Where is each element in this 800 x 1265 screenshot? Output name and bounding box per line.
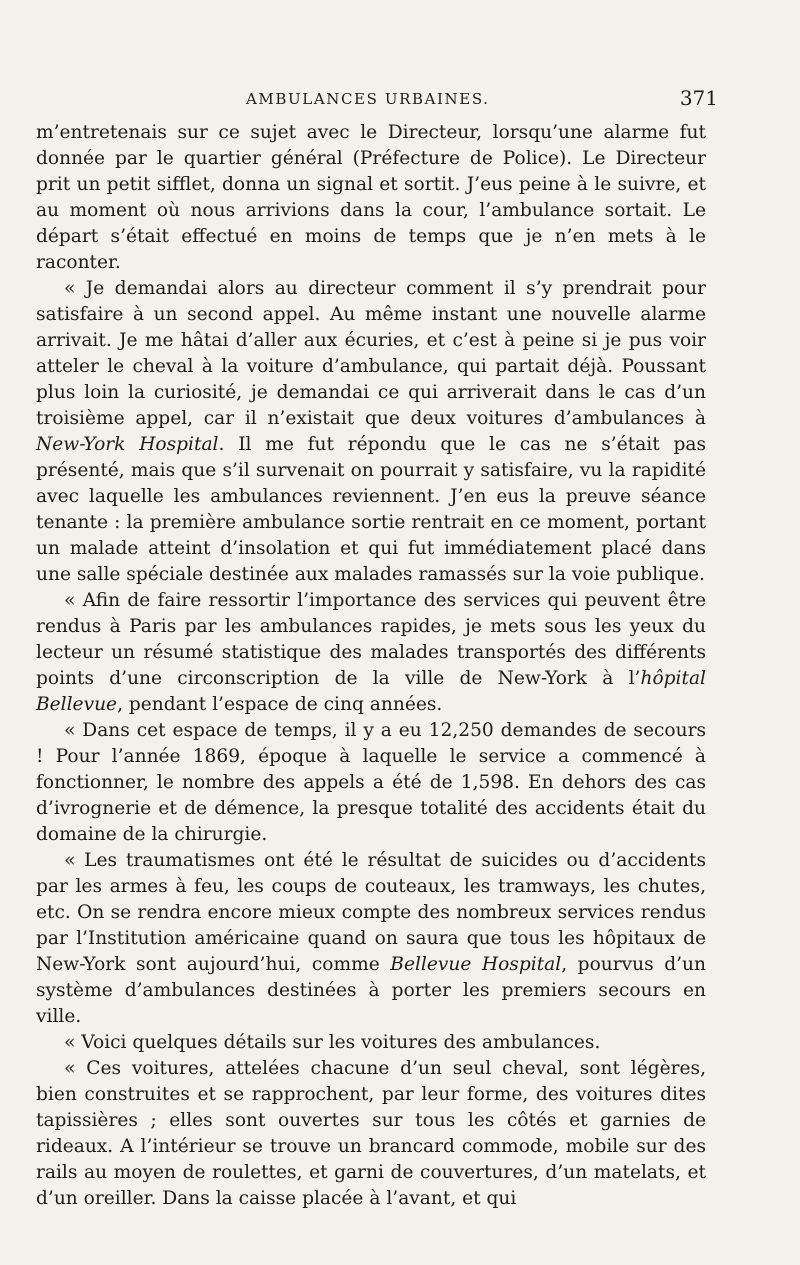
- text-run: , pourvus d’un système d’ambulances destinées à porter les premiers secours en ville.: [36, 954, 706, 1027]
- paragraph: [36, 588, 706, 718]
- paragraph: [36, 718, 706, 848]
- text-run: « Ces voitures, attelées chacune d’un seul cheval, sont légères, bien construites et se rapprochent, par leur forme, des voitures dites tapissières ; elles sont ouvertes sur tous les côtés et garnies de rideaux. A l’intérieur se trouve un brancard commode, mobile sur des rails au moyen de roulettes, et garni de couvertures, d’un matelats, et d’un oreiller. Dans la caisse placée à l’avant, et qui: [36, 1058, 706, 1209]
- text-run: « Afin de faire ressortir l’importance des services qui peuvent être rendus à Paris par les ambulances rapides, je mets sous les yeux du lecteur un résumé statistique des malades transportés des différents points d’une circonscription de la ville de New-York à l’: [36, 590, 706, 689]
- paragraph: [36, 276, 706, 588]
- paragraph: [36, 120, 706, 276]
- italic-text: hôpital Bellevue: [36, 668, 706, 715]
- text-run: m’entretenais sur ce sujet avec le Directeur, lorsqu’une alarme fut donnée par le quartier général (Préfecture de Police). Le Directeur prit un petit sifflet, donna un signal et sortit. J’eus peine à le suivre, et au moment où nous arrivions dans la cour, l’ambulance sortait. Le départ s’était effectué en moins de temps que je n’en mets à le raconter.: [36, 122, 706, 273]
- page-header: [36, 86, 718, 116]
- italic-text: Bellevue Hospital: [390, 954, 562, 975]
- text-run: « Dans cet espace de temps, il y a eu 12,250 demandes de secours ! Pour l’année 1869, époque à laquelle le service a commencé à fonctionner, le nombre des appels a été de 1,598. En dehors des cas d’ivrognerie et de démence, la presque totalité des accidents était du domaine de la chirurgie.: [36, 720, 706, 845]
- paragraph: [36, 848, 706, 1030]
- paragraph: [36, 1056, 706, 1212]
- text-run: , pendant l’espace de cinq années.: [117, 694, 443, 715]
- page-number: 371: [679, 86, 718, 110]
- text-run: « Je demandai alors au directeur comment il s’y prendrait pour satisfaire à un second appel. Au même instant une nouvelle alarme arrivait. Je me hâtai d’aller aux écuries, et c’est à peine si je pus voir atteler le cheval à la voiture d’ambulance, qui partait déjà. Poussant plus loin la curiosité, je demandai ce qui arriverait dans le cas d’un troisième appel, car il n’existait que deux voitures d’ambulances à: [36, 278, 706, 429]
- text-run: « Voici quelques détails sur les voitures des ambulances.: [64, 1032, 601, 1053]
- body-text: [36, 120, 706, 1212]
- text-run: . Il me fut répondu que le cas ne s’était pas présenté, mais que s’il survenait on pourrait y satisfaire, vu la rapidité avec laquelle les ambulances reviennent. J’en eus la preuve séance tenante : la première ambulance sortie rentrait en ce moment, portant un malade atteint d’insolation et qui fut immédiatement placé dans une salle spéciale destinée aux malades ramassés sur la voie publique.: [36, 434, 706, 585]
- italic-text: New-York Hospital: [36, 434, 219, 455]
- running-title: AMBULANCES URBAINES.: [246, 90, 490, 108]
- paragraph: [36, 1030, 706, 1056]
- text-run: « Les traumatismes ont été le résultat de suicides ou d’accidents par les armes à feu, les coups de couteaux, les tramways, les chutes, etc. On se rendra encore mieux compte des nombreux services rendus par l’Institution américaine quand on saura que tous les hôpitaux de New-York sont aujourd’hui, comme: [36, 850, 706, 975]
